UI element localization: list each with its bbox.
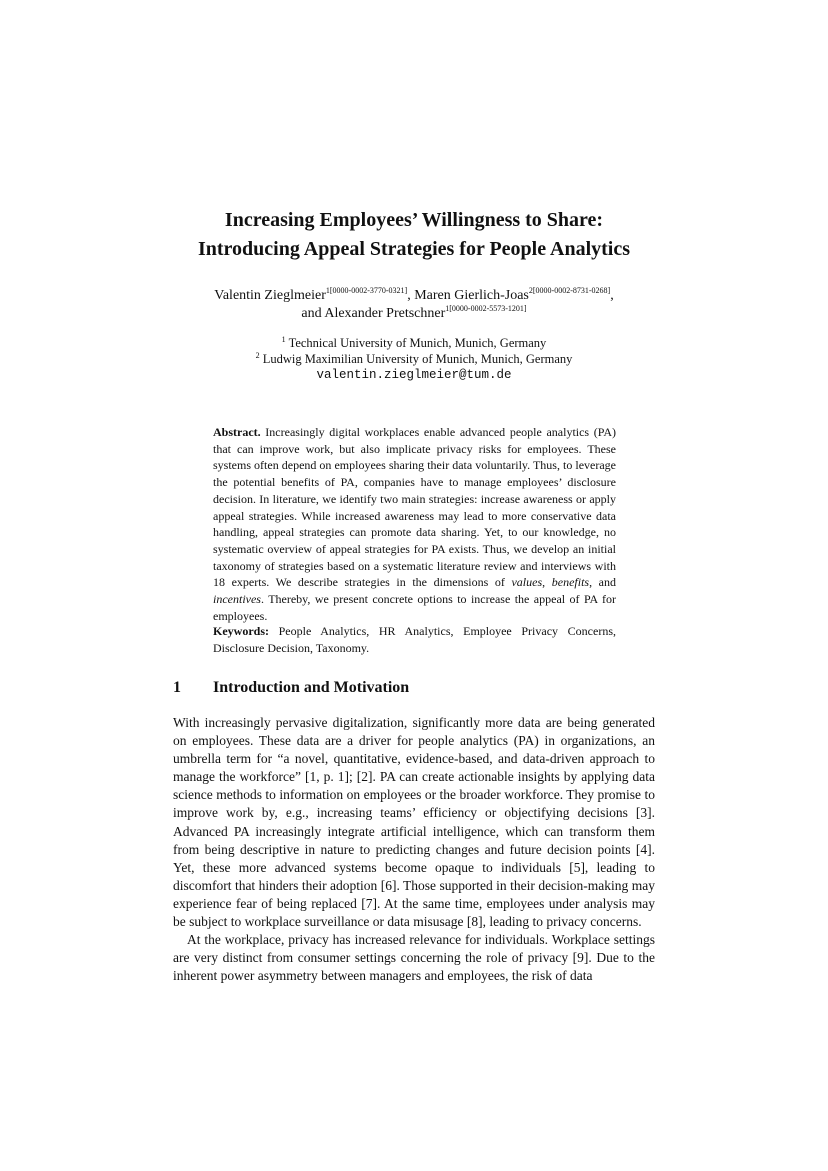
affiliation-1 (0, 335, 828, 351)
author-name: and Alexander Pretschner (301, 306, 446, 321)
author-name: Valentin Zieglmeier (214, 288, 326, 303)
abstract-separator: , and (589, 575, 617, 590)
keywords (213, 623, 616, 656)
author-list (0, 287, 828, 323)
emphasis-incentives: incentives (213, 592, 261, 607)
section-title: Introduction and Motivation (213, 679, 410, 696)
author-name: , Maren Gierlich-Joas (407, 288, 529, 303)
author-line-1 (0, 287, 828, 305)
body-text (173, 714, 655, 985)
author-orcid: 2[0000-0002-8731-0268] (528, 286, 611, 295)
affiliation-text: Ludwig Maximilian University of Munich, Munich, Germany (259, 352, 573, 366)
author-separator: , (610, 288, 614, 303)
paper-title (0, 206, 828, 264)
abstract-text: Increasingly digital workplaces enable advanced people analytics (PA) that can improve work, but also implicate privacy risks for employees. These systems often depend on employees sharing their data voluntarily. Thus, to leverage the potential benefits of PA, companies have to manage employees’ disclosure decision. In literature, we identify two main strategies: increase awareness or apply appeal strategies. While increased awareness may lead to more conservative data handling, appeal strategies can promote data sharing. Yet, to our knowledge, no systematic overview of appeal strategies for PA exists. Thus, we develop an initial taxonomy of strategies based on a systematic literature review and interviews with 18 experts. We describe strategies in the dimensions of (213, 425, 616, 590)
title-line-1: Increasing Employees’ Willingness to Share: (224, 209, 604, 231)
section-number: 1 (173, 679, 181, 696)
abstract (213, 424, 616, 624)
emphasis-values: values (511, 575, 543, 590)
abstract-separator: , (542, 575, 552, 590)
author-line-2 (0, 305, 828, 323)
title-line-2: Introducing Appeal Strategies for People Analytics (197, 238, 631, 260)
emphasis-benefits: benefits (551, 575, 590, 590)
affiliation-number: 1 (281, 335, 286, 344)
section-heading (173, 678, 409, 698)
affiliations (0, 335, 828, 383)
affiliation-number: 2 (255, 351, 260, 360)
paragraph: At the workplace, privacy has increased relevance for individuals. Workplace settings are very distinct from consumer settings concerning the role of privacy [9]. Due to the inherent power asymmetry between managers and employees, the risk of data (173, 932, 655, 984)
paragraph: With increasingly pervasive digitalization, significantly more data are being generated on employees. These data are a driver for people analytics (PA) in organizations, an umbrella term for “a novel, quantitative, evidence-based, and data-driven approach to manage the workforce” [1, p. 1]; [2]. PA can create actionable insights by applying data science methods to information on employees or the broader workforce. They promise to improve work by, e.g., increasing teams’ efficiency or objectifying decisions [3]. Advanced PA increasingly integrate artificial intelligence, which can transform them from being descriptive in nature to predicting changes and future decision points [4]. Yet, these more advanced systems become opaque to individuals [5], leading to discomfort that hinders their adoption [6]. Those supported in their decision-making may experience fear of being replaced [7]. At the same time, employees under analysis may be subject to workplace surveillance or data misusage [8], leading to privacy concerns. (173, 715, 655, 930)
keywords-text: People Analytics, HR Analytics, Employee Privacy Concerns, Disclosure Decision, Taxonomy. (213, 624, 616, 655)
affiliation-text: Technical University of Munich, Munich, Germany (285, 336, 547, 350)
abstract-text-end: . Thereby, we present concrete options to increase the appeal of PA for employees. (213, 592, 616, 623)
author-orcid: 1[0000-0002-3770-0321] (325, 286, 408, 295)
author-orcid: 1[0000-0002-5573-1201] (445, 304, 527, 313)
keywords-label: Keywords: (213, 624, 269, 638)
contact-email: valentin.zieglmeier@tum.de (316, 368, 512, 382)
affiliation-2 (0, 351, 828, 367)
abstract-label: Abstract. (213, 425, 261, 439)
